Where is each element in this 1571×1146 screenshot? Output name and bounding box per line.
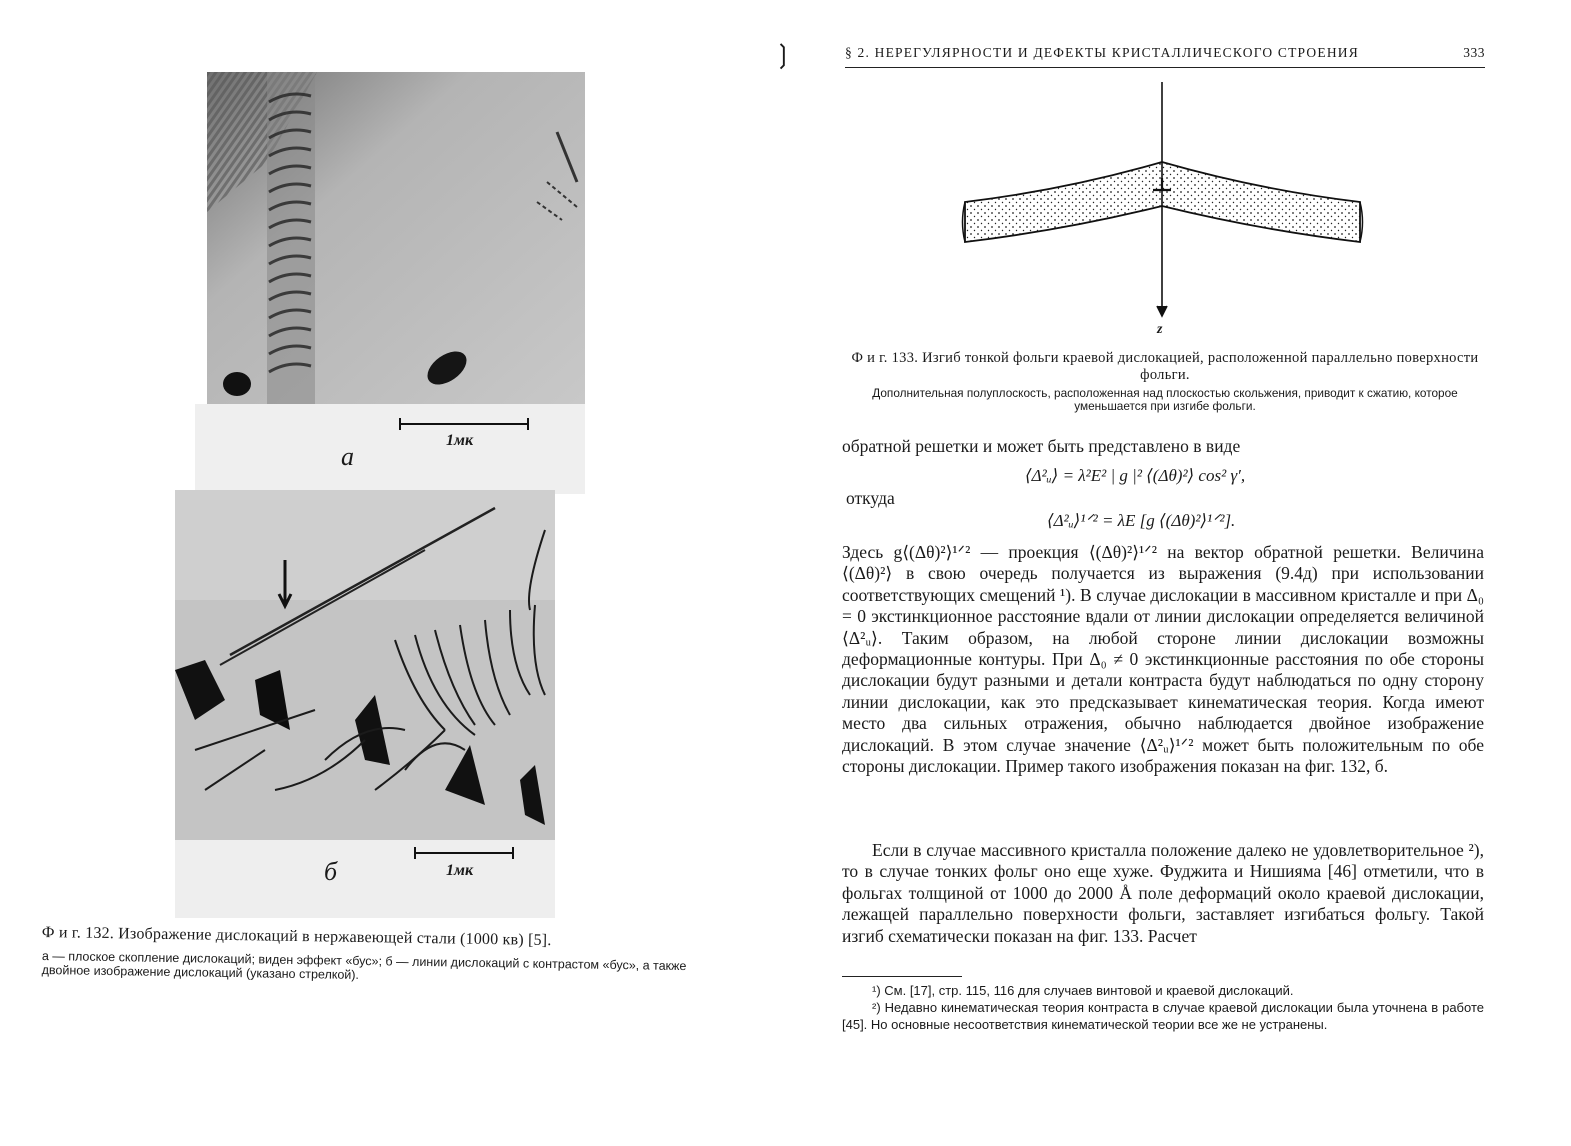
text-otkuda: откуда — [846, 488, 895, 508]
figure-133-caption-body: Дополнительная полуплоскость, расположенная над плоскостью скольжения, приводит к сжатию, которое уменьшается при изгибе фольги. — [872, 386, 1458, 413]
page-number: 333 — [1463, 45, 1485, 60]
formula-2: ⟨Δ²ᵤ⟩¹ᐟ² = λE [g ⟨(Δθ)²⟩¹ᐟ²]. — [1047, 511, 1236, 530]
figure-132-caption-body: а — плоское скопление дислокаций; виден эффект «бус»; б — линии дислокаций с контрастом «бус», а также двойное изображение дислокаций (указано стрелкой). — [41, 949, 687, 982]
footnote-1: ¹) См. [17], стр. 115, 116 для случаев винтовой и краевой дислокаций. — [872, 983, 1294, 998]
text-line-1: обратной решетки и может быть представлено в виде — [842, 436, 1241, 456]
z-axis-arrow — [1157, 306, 1167, 316]
paragraph-2: Если в случае массивного кристалла положение далеко не удовлетворительное ²), то в случае тонких фольг оно еще хуже. Фуджита и Нишияма [46] отметили, что в фольгах толщиной от 1000 до 2000 Å поле деформаций около краевой дислокации, лежащей параллельно поверхности фольги, заставляет изгибаться фольгу. Такой изгиб схематически показан на фиг. 133. Расчет — [842, 840, 1484, 946]
panel-label-a: а — [341, 442, 354, 471]
footnote-2: ²) Недавно кинематическая теория контраста в случае краевой дислокации была уточнена в работе [45]. Но основные несоответствия кинематической теории все же не устранены. — [842, 1000, 1484, 1032]
running-header — [845, 45, 1485, 68]
panel-label-b: б — [324, 857, 338, 886]
header-section-title: § 2. НЕРЕГУЛЯРНОСТИ И ДЕФЕКТЫ КРИСТАЛЛИЧЕСКОГО СТРОЕНИЯ — [845, 45, 1359, 60]
z-axis-label: z — [1157, 322, 1163, 337]
paragraph-1: Здесь g⟨(Δθ)²⟩¹ᐟ² — проекция ⟨(Δθ)²⟩¹ᐟ² на вектор обратной решетки. Величина ⟨(Δθ)²⟩ в свою очередь получается из выражения (9.4д) при использовании соответствующих смещений ¹). В случае дислокации в массивном кристалле и при Δ₀ = 0 экстинкционное расстояние вдали от линии дислокации определяется величиной ⟨Δ²ᵤ⟩. Таким образом, на любой стороне линии дислокации возможны деформационные контуры. При Δ₀ ≠ 0 экстинкционные расстояния по обе стороны дислокации будут разными и детали контраста будут наблюдаться по одну сторону линии дислокации, как это предсказывает кинематическая теория. Когда имеют место два сильных отражения, обычно наблюдается двойное изображение дислокаций. В этом случае значение ⟨Δ²ᵤ⟩¹ᐟ² может быть положительным по обе стороны дислокации. Пример такого изображения показан на фиг. 132, б. — [842, 542, 1484, 777]
figure-133-caption-title: Ф и г. 133. Изгиб тонкой фольги краевой дислокацией, расположенной параллельно поверхности фольги. — [851, 350, 1479, 383]
scale-bar-b-label: 1мк — [446, 862, 474, 879]
scale-bar-a — [398, 416, 532, 432]
figure-132-caption-title: Ф и г. 132. Изображение дислокаций в нержавеющей стали (1000 кв) [5]. — [41, 924, 552, 950]
micrograph-b — [175, 490, 555, 840]
scale-bar-b — [413, 845, 517, 861]
gutter-mark: ❳ — [772, 40, 794, 69]
footnote-rule — [842, 976, 962, 977]
scale-bar-a-label: 1мк — [446, 432, 474, 449]
formula-1: ⟨Δ²ᵤ⟩ = λ²E² | g |² ⟨(Δθ)²⟩ cos² γ′, — [1025, 466, 1246, 485]
figure-133-diagram — [955, 78, 1375, 348]
footnotes — [842, 982, 1484, 1033]
micrograph-a — [207, 72, 585, 404]
